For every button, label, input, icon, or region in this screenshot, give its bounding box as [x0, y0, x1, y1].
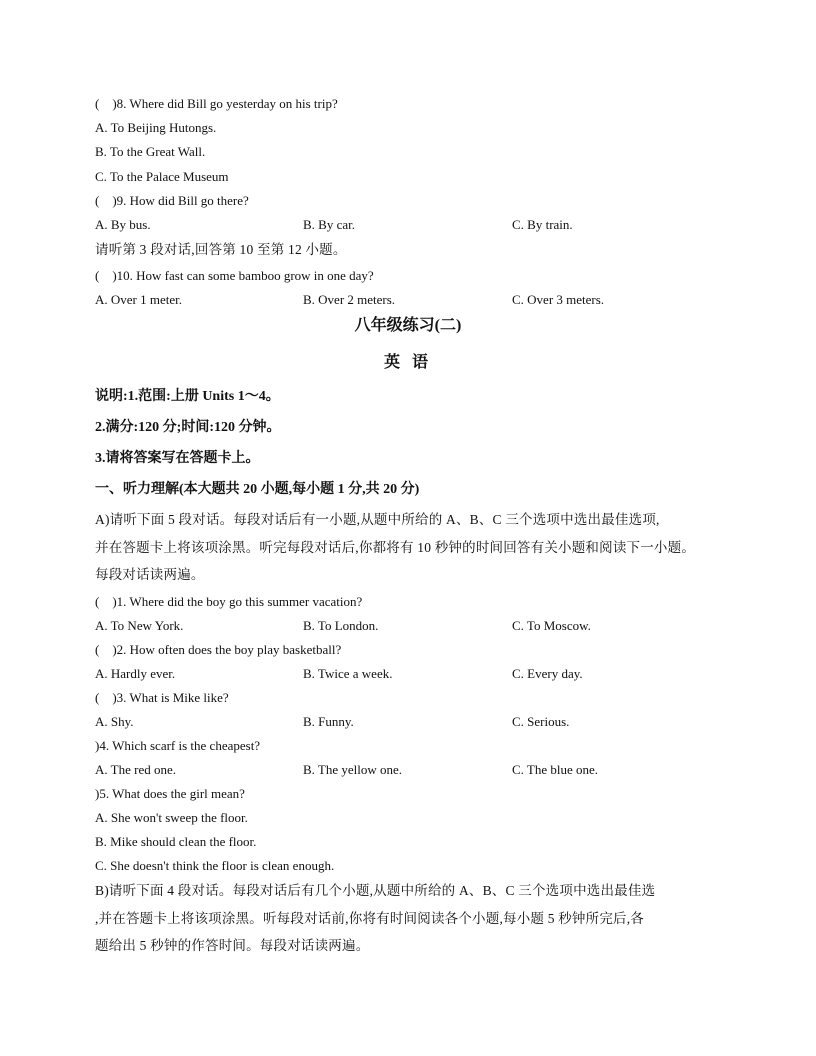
- option-2b: B. Twice a week.: [303, 666, 393, 681]
- question-4: )4. Which scarf is the cheapest?: [95, 738, 261, 753]
- instruction-dialog-3: 请听第 3 段对话,回答第 10 至第 12 小题。: [95, 242, 347, 257]
- instruction-b-line2: ,并在答题卡上将该项涂黑。听每段对话前,你将有时间阅读各个小题,每小题 5 秒钟所完后,各: [95, 911, 644, 926]
- options-3: [95, 714, 570, 730]
- option-10c: C. Over 3 meters.: [512, 292, 605, 307]
- option-1c: C. To Moscow.: [512, 618, 591, 633]
- option-2c: C. Every day.: [512, 666, 583, 681]
- question-3: ( )3. What is Mike like?: [95, 690, 229, 705]
- instruction-a-line3: 每段对话读两遍。: [95, 567, 205, 582]
- option-8a: A. To Beijing Hutongs.: [95, 120, 217, 135]
- option-4a: A. The red one.: [95, 762, 176, 777]
- question-10: ( )10. How fast can some bamboo grow in one day?: [95, 268, 374, 283]
- option-10a: A. Over 1 meter.: [95, 292, 183, 307]
- note-2: 2.满分:120 分;时间:120 分钟。: [95, 420, 281, 435]
- options-4: [95, 762, 599, 778]
- subject-title: 英 语: [383, 354, 432, 371]
- option-3c: C. Serious.: [512, 714, 570, 729]
- instruction-a-line2: 并在答题卡上将该项涂黑。听完每段对话后,你都将有 10 秒钟的时间回答有关小题和阅读下一小题。: [95, 540, 696, 555]
- instruction-a-line1: A)请听下面 5 段对话。每段对话后有一小题,从题中所给的 A、B、C 三个选项中选出最佳选项,: [95, 512, 660, 527]
- option-5a: A. She won't sweep the floor.: [95, 810, 248, 825]
- option-5b: B. Mike should clean the floor.: [95, 834, 257, 849]
- question-2: ( )2. How often does the boy play basketball?: [95, 642, 342, 657]
- option-9c: C. By train.: [512, 217, 573, 232]
- question-5: )5. What does the girl mean?: [95, 786, 245, 801]
- question-1: ( )1. Where did the boy go this summer vacation?: [95, 594, 363, 609]
- option-4c: C. The blue one.: [512, 762, 599, 777]
- option-2a: A. Hardly ever.: [95, 666, 176, 681]
- note-3: 3.请将答案写在答题卡上。: [95, 451, 260, 466]
- page-title: 八年级练习(二): [354, 317, 462, 334]
- options-9: [95, 217, 573, 233]
- option-8c: C. To the Palace Museum: [95, 169, 229, 184]
- question-9: ( )9. How did Bill go there?: [95, 193, 249, 208]
- instruction-b-line3: 题给出 5 秒钟的作答时间。每段对话读两遍。: [95, 938, 370, 953]
- option-9a: A. By bus.: [95, 217, 151, 232]
- note-1: 说明:1.范围:上册 Units 1～4。: [95, 389, 280, 404]
- question-8: ( )8. Where did Bill go yesterday on his trip?: [95, 96, 338, 111]
- option-4b: B. The yellow one.: [303, 762, 403, 777]
- option-1a: A. To New York.: [95, 618, 184, 633]
- option-10b: B. Over 2 meters.: [303, 292, 396, 307]
- section-heading: 一、听力理解(本大题共 20 小题,每小题 1 分,共 20 分): [95, 482, 420, 497]
- option-1b: B. To London.: [303, 618, 379, 633]
- option-9b: B. By car.: [303, 217, 355, 232]
- option-5c: C. She doesn't think the floor is clean enough.: [95, 858, 335, 873]
- options-1: [95, 618, 591, 634]
- options-10: [95, 292, 605, 308]
- option-8b: B. To the Great Wall.: [95, 144, 206, 159]
- options-2: [95, 666, 583, 682]
- instruction-b-line1: B)请听下面 4 段对话。每段对话后有几个小题,从题中所给的 A、B、C 三个选项中选出最佳选: [95, 883, 656, 898]
- option-3b: B. Funny.: [303, 714, 354, 729]
- option-3a: A. Shy.: [95, 714, 134, 729]
